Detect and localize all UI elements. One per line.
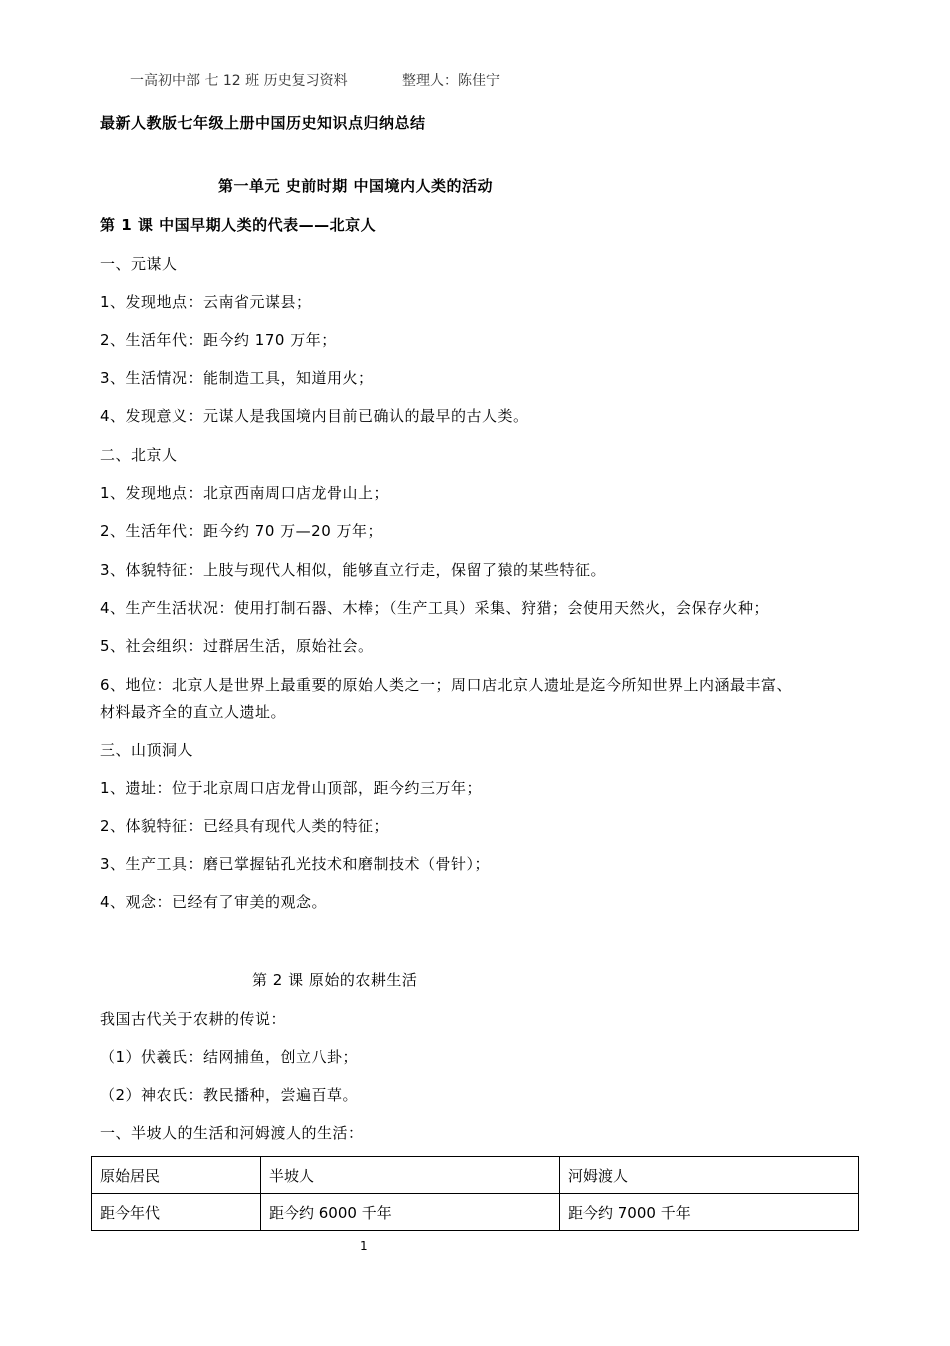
- list-item: 2、生活年代：距今约 70 万—20 万年；: [100, 522, 384, 540]
- header-right: 整理人：陈佳宁: [402, 73, 500, 89]
- table-cell: 距今约 6000 千年: [261, 1194, 560, 1231]
- table-row: [92, 1157, 859, 1194]
- table-row: [92, 1194, 859, 1231]
- list-item: 1、发现地点：北京西南周口店龙骨山上；: [100, 484, 390, 502]
- section-beijing-heading: 二、北京人: [100, 446, 178, 464]
- lesson1-heading: 第 1 课 中国早期人类的代表——北京人: [100, 216, 377, 234]
- comparison-table: [91, 1156, 859, 1231]
- section-banpo-hemudu-heading: 一、半坡人的生活和河姆渡人的生活：: [100, 1124, 364, 1142]
- document-title: 最新人教版七年级上册中国历史知识点归纳总结: [100, 114, 426, 132]
- section-shanding-heading: 三、山顶洞人: [100, 741, 194, 759]
- list-item: 2、生活年代：距今约 170 万年；: [100, 331, 337, 349]
- header-left: 一高初中部 七 12 班 历史复习资料: [130, 73, 348, 89]
- list-item: （2）神农氏：教民播种，尝遍百草。: [100, 1086, 359, 1104]
- table-cell: 距今年代: [92, 1194, 261, 1231]
- unit1-heading: 第一单元 史前时期 中国境内人类的活动: [218, 177, 493, 195]
- list-item: 4、观念：已经有了审美的观念。: [100, 893, 328, 911]
- lesson2-heading: 第 2 课 原始的农耕生活: [252, 971, 418, 989]
- list-item: （1）伏羲氏：结网捕鱼，创立八卦；: [100, 1048, 359, 1066]
- list-item: 3、生产工具：磨已掌握钻孔光技术和磨制技术（骨针）；: [100, 855, 491, 873]
- page-number: 1: [360, 1239, 368, 1253]
- list-item: 3、生活情况：能制造工具，知道用火；: [100, 369, 374, 387]
- list-item: 1、遗址：位于北京周口店龙骨山顶部，距今约三万年；: [100, 779, 483, 797]
- list-item: 6、地位：北京人是世界上最重要的原始人类之一；周口店北京人遗址是迄今所知世界上内涵最丰富、: [100, 676, 793, 694]
- list-item: 2、体貌特征：已经具有现代人类的特征；: [100, 817, 390, 835]
- list-item: 3、体貌特征：上肢与现代人相似，能够直立行走，保留了猿的某些特征。: [100, 561, 607, 579]
- table-cell: 原始居民: [92, 1157, 261, 1194]
- table-cell: 河姆渡人: [560, 1157, 859, 1194]
- list-item: 5、社会组织：过群居生活，原始社会。: [100, 637, 374, 655]
- legend-intro: 我国古代关于农耕的传说：: [100, 1010, 287, 1028]
- list-item: 1、发现地点：云南省元谋县；: [100, 293, 312, 311]
- section-yuanmou-heading: 一、元谋人: [100, 255, 178, 273]
- list-item: 4、生产生活状况：使用打制石器、木棒；（生产工具）采集、狩猎；会使用天然火，会保存火种；: [100, 599, 770, 617]
- table-cell: 距今约 7000 千年: [560, 1194, 859, 1231]
- list-item: 4、发现意义：元谋人是我国境内目前已确认的最早的古人类。: [100, 407, 529, 425]
- table-cell: 半坡人: [261, 1157, 560, 1194]
- list-item-continuation: 材料最齐全的直立人遗址。: [100, 703, 287, 721]
